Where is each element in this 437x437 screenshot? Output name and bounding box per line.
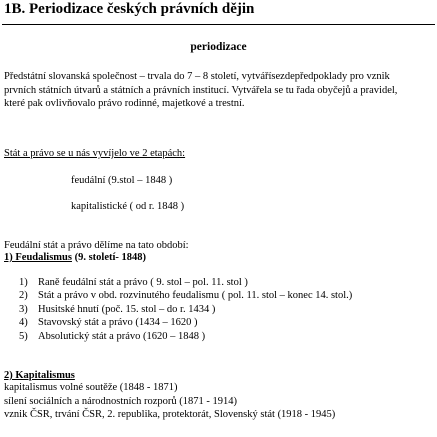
section-heading: periodizace — [190, 41, 247, 53]
list-item-number: 5) — [19, 330, 28, 342]
list-item-text: Stát a právo v obd. rozvinutého feudalismu ( pol. 11. stol – konec 14. stol.) — [38, 290, 353, 302]
chapter-title: 1B. Periodizace českých právních dějin — [4, 1, 255, 17]
stages-heading: Stát a právo se u nás vyvíjelo ve 2 etapách: — [4, 148, 186, 159]
stage-feudal: feudální (9.stol – 1848 ) — [71, 175, 173, 186]
capitalism-list — [4, 382, 335, 423]
stage-capitalist: kapitalistické ( od r. 1848 ) — [71, 201, 185, 212]
list-item-number: 2) — [19, 290, 28, 302]
intro-line: které pak ovlivňovalo právo rodinné, majetkové a trestní. — [4, 98, 245, 109]
list-item-number: 1) — [19, 277, 28, 288]
capitalism-heading: 2) Kapitalismus — [4, 370, 75, 381]
list-item-text: Husitské hnutí (poč. 15. stol – do r. 1434 ) — [38, 303, 216, 315]
feudal-heading — [4, 252, 146, 264]
list-item: kapitalismus volné soutěže (1848 - 1871) — [4, 382, 178, 393]
list-item-number: 3) — [19, 303, 28, 315]
feudal-intro: Feudální stát a právo dělíme na tato období: — [4, 240, 189, 251]
feudal-heading-label: 1) Feudalismus — [4, 252, 72, 263]
intro-line: Předstátní slovanská společnost – trvala do 7 – 8 století, vytvářísezdepředpoklady pro vznik — [4, 71, 390, 82]
feudal-heading-range: (9. století- 1848) — [71, 252, 147, 263]
dashed-divider — [2, 24, 435, 25]
intro-paragraph — [4, 70, 437, 111]
list-item: sílení sociálních a národnostních rozporů (1871 - 1914) — [4, 395, 237, 407]
list-item-number: 4) — [19, 317, 28, 329]
intro-line: prvních státních útvarů a státních a právních institucí. Vytvářela se tu řada obyčejů a pravidel, — [4, 84, 398, 96]
list-item-text: Absolutický stát a právo (1620 – 1848 ) — [38, 330, 206, 342]
list-item-text: Stavovský stát a právo (1434 – 1620 ) — [38, 317, 198, 329]
list-item: vznik ČSR, trvání ČSR, 2. republika, protektorát, Slovenský stát (1918 - 1945) — [4, 409, 336, 421]
list-item-text: Raně feudální stát a právo ( 9. stol – pol. 11. stol ) — [38, 277, 248, 288]
